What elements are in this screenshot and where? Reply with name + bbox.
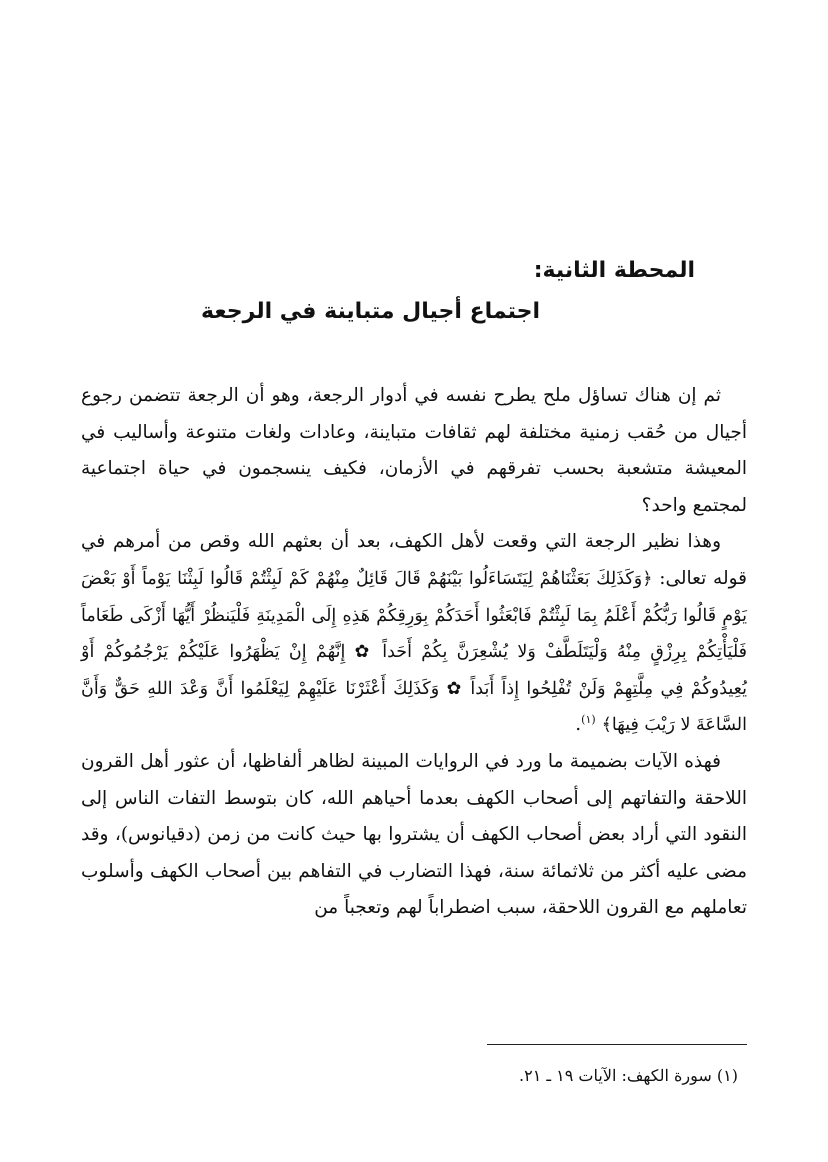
footnote: (١) سورة الكهف: الآيات ١٩ ـ ٢١. bbox=[519, 1066, 738, 1085]
paragraph-1: ثم إن هناك تساؤل ملح يطرح نفسه في أدوار الرجعة، وهو أن الرجعة تتضمن رجوع أجيال من حُقب زمنية مختلفة لهم ثقافات متباينة، وعادات ولغات متنوعة وأساليب في المعيشة متشعبة بحسب تفرقهم في الأزمان، فكيف ينسجمون في حياة اجتماعية لمجتمع واحد؟ bbox=[81, 385, 747, 516]
footnote-reference[interactable]: (١) bbox=[581, 713, 596, 727]
paragraph-2-intro: وهذا نظير الرجعة التي وقعت لأهل الكهف، بعد أن بعثهم الله وقص من أمرهم في قوله تعالى: bbox=[81, 531, 747, 589]
paragraph-3: فهذه الآيات بضميمة ما ورد في الروايات المبينة لظاهر ألفاظها، أن عثور أهل القرون اللاحقة والتفاتهم إلى أصحاب الكهف بعدما أحياهم الله، كان بتوسط التفات الناس إلى النقود التي أراد بعض أصحاب الكهف أن يشتروا بها حيث كانت من زمن (دقيانوس)، وقد مضى عليه أكثر من ثلاثمائة سنة، فهذا التضارب في التفاهم بين أصحاب الكهف وأسلوب تعاملهم مع القرون اللاحقة، سبب اضطراباً لهم وتعجباً من bbox=[81, 750, 747, 919]
section-label: المحطة الثانية: bbox=[533, 258, 695, 283]
section-title: اجتماع أجيال متباينة في الرجعة bbox=[201, 299, 540, 324]
footnote-divider bbox=[487, 1044, 747, 1045]
paragraph-2-end: . bbox=[575, 714, 582, 736]
paragraph-2 bbox=[81, 524, 747, 744]
body-text bbox=[81, 378, 747, 927]
quran-verse: ﴿وَكَذَلِكَ بَعَثْنَاهُمْ لِيَتَسَاءَلُوا بَيْنَهُمْ قَالَ قَائِلٌ مِنْهُمْ كَمْ لَبِثْتُمْ قَالُوا لَبِثْنَا يَوْماً أَوْ بَعْضَ يَوْمٍ قَالُوا رَبُّكُمْ أَعْلَمُ بِمَا لَبِثْتُمْ فَابْعَثُوا أَحَدَكُمْ بِوَرِقِكُمْ هَذِهِ إِلَى الْمَدِينَةِ فَلْيَنظُرْ أَيُّهَا أَزْكَى طَعَاماً فَلْيَأْتِكُمْ بِرِزْقٍ مِنْهُ وَلْيَتَلَطَّفْ وَلا يُشْعِرَنَّ بِكُمْ أَحَداً ✿ إِنَّهُمْ إِنْ يَظْهَرُوا عَلَيْكُمْ يَرْجُمُوكُمْ أَوْ يُعِيدُوكُمْ فِي مِلَّتِهِمْ وَلَنْ تُفْلِحُوا إِذاً أَبَداً ✿ وَكَذَلِكَ أَعْثَرْنَا عَلَيْهِمْ لِيَعْلَمُوا أَنَّ وَعْدَ اللهِ حَقٌّ وَأَنَّ السَّاعَةَ لا رَيْبَ فِيهَا﴾ bbox=[81, 568, 747, 736]
